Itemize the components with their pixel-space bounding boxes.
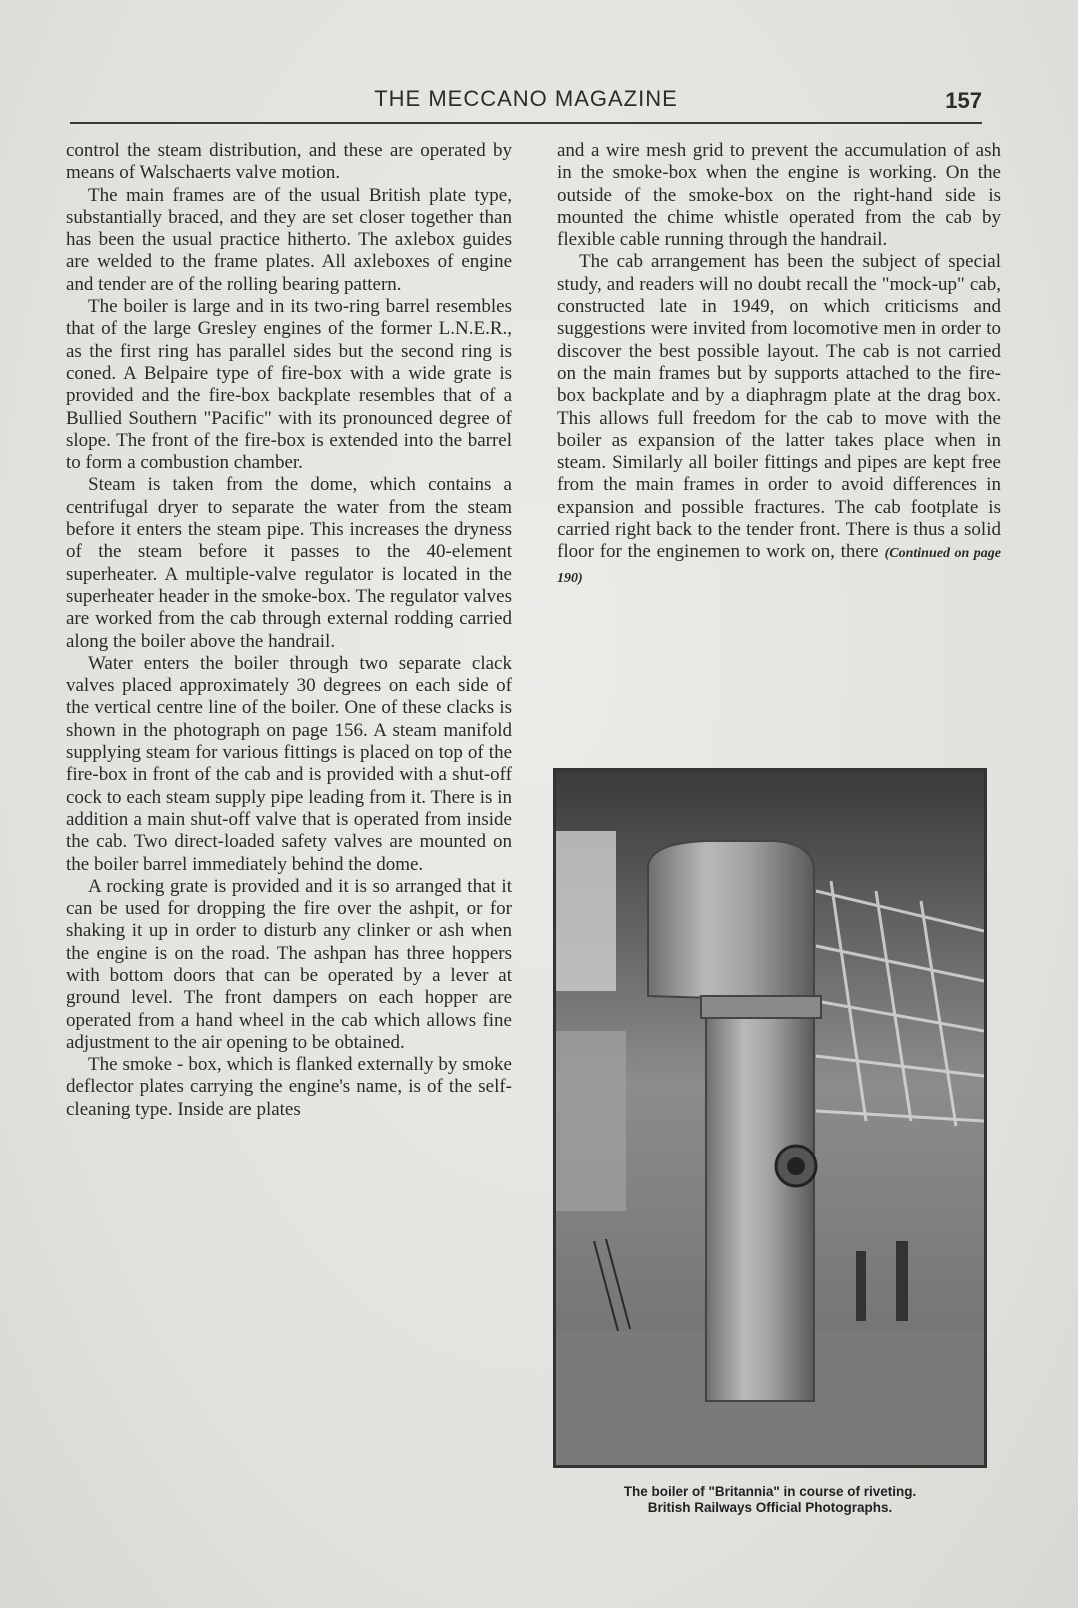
paragraph: Water enters the boiler through two separate clack valves placed approximately 30 degrees on each side of the vertical centre line of the boiler. One of these clacks is shown in the photograph on page 156. A steam manifold supplying steam for various fittings is placed on top of the fire-box in front of the cab and is provided with a shut-off cock to each steam supply pipe leading from it. There is in addition a main shut-off valve that is operated from inside the cab. Two direct-loaded safety valves are mounted on the boiler barrel immediately behind the dome. [66,652,512,875]
paragraph: and a wire mesh grid to prevent the accumulation of ash in the smoke-box when the engine is working. On the outside of the smoke-box on the right-hand side is mounted the chime whistle operated from the cab by flexible cable running through the handrail. [557,140,1001,251]
magazine-title: THE MECCANO MAGAZINE [374,86,678,111]
paragraph: Steam is taken from the dome, which contains a centrifugal dryer to separate the water from the steam before it enters the steam pipe. This increases the dryness of the steam before it passes to the 40-element superheater. A multiple-valve regulator is located in the superheater header in the smoke-box. The regulator valves are worked from the cab through external rodding carried along the boiler above the handrail. [66,474,512,652]
caption-line: The boiler of "Britannia" in course of riveting. [623,1484,917,1499]
continued-note: (Continued on page 190) [557,546,1001,586]
boiler-photo-illustration [556,771,984,1465]
paragraph: The smoke - box, which is flanked externally by smoke deflector plates carrying the engine's name, is of the self-cleaning type. Inside are plates [66,1054,512,1120]
paragraph: control the steam distribution, and these are operated by means of Walschaerts valve motion. [66,140,512,184]
paragraph-text: The cab arrangement has been the subject of special study, and readers will no doubt recall the "mock-up" cab, constructed late in 1949, on which criticisms and suggestions were invited from locomotive men in order to discover the best possible layout. The cab is not carried on the main frames but by supports attached to the fire-box backplate and by a diaphragm plate at the drag box. This allows full freedom for the cab to move with the boiler as expansion of the latter takes place when in steam. Similarly all boiler fittings and pipes are kept free from the main frames in order to avoid differences in expansion and possible fractures. The cab footplate is carried right back to the tender front. There is thus a solid floor for the enginemen to work on, there [557,251,1001,563]
photo-caption [548,1484,992,1516]
caption-credit: British Railways Official Photographs. [647,1500,893,1515]
paragraph: The main frames are of the usual British plate type, substantially braced, and they are set closer together than has been the usual practice hitherto. The axlebox guides are welded to the frame plates. All axleboxes of engine and tender are of the rolling bearing pattern. [66,184,512,295]
left-column [66,140,512,1121]
paragraph: A rocking grate is provided and it is so arranged that it can be used for dropping the fire over the ashpit, or for shaking it up in order to disturb any clinker or ash when the engine is on the road. The ashpan has three hoppers with bottom doors that can be operated by a lever at ground level. The front dampers on each hopper are operated from a hand wheel in the cab which allows fine adjustment to the air opening to be obtained. [66,875,512,1053]
boiler-photograph [553,768,987,1468]
paragraph [557,251,1001,589]
right-column [557,140,1001,590]
page-header [70,86,982,124]
page-number: 157 [945,88,982,113]
paragraph: The boiler is large and in its two-ring barrel resembles that of the large Gresley engines of the former L.N.E.R., as the first ring has parallel sides but the second ring is coned. A Belpaire type of fire-box with a wide grate is provided and the fire-box backplate resembles that of a Bullied Southern "Pacific" with its pronounced degree of slope. The front of the fire-box is extended into the barrel to form a combustion chamber. [66,296,512,474]
